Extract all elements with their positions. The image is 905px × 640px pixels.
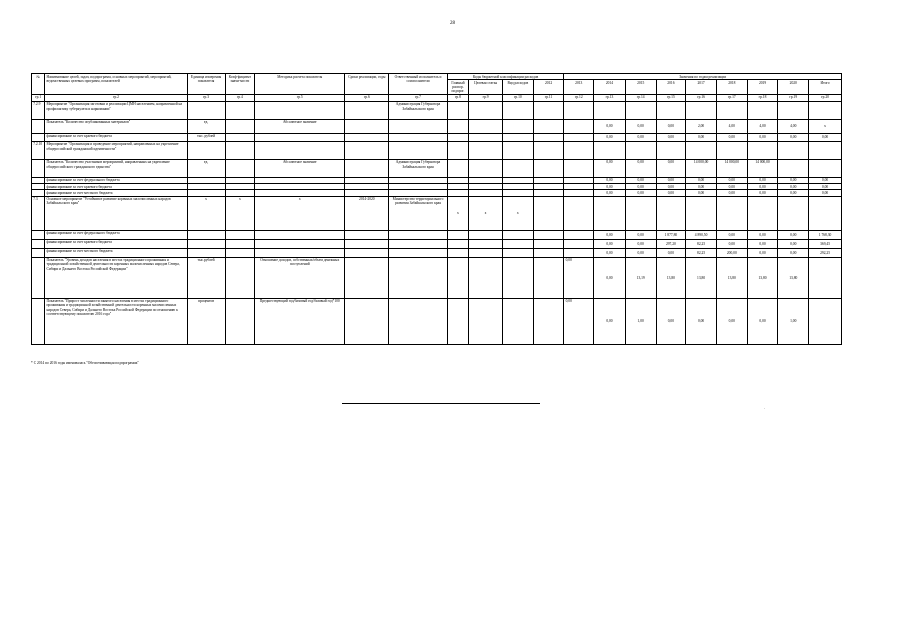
row-num: 7.2.10 [32,141,45,159]
value-2020: 0,00 [778,239,809,248]
row-unit: тыс. рублей [187,133,225,141]
header-year: 2017 [686,80,717,95]
header-values-by-years: Значения по годам реализации [564,74,842,80]
value-2016: 0,00 [656,159,686,177]
value-2020: 0,00 [778,230,809,239]
value-2014: 0,00 [594,133,626,141]
header-total: Итого [809,80,842,95]
col-index: гр.17 [716,94,747,101]
row-name: финансирование за счет местного бюджета [45,248,187,257]
header-budget-main: Главный распор. подпрог. [447,80,469,95]
value-2020: 0,00 [778,190,809,196]
row-unit: тыс.рублей [187,257,225,298]
value-total: 0,00 [809,184,842,190]
value-2017: 0,00 [686,298,717,344]
header-year: 2015 [625,80,656,95]
value-2016: 0,00 [656,133,686,141]
row-name: Мероприятие "Организация и проведение мероприятий, направленных на укрепление общероссийской гражданской идентичности" [45,141,187,159]
value-2020: 0,00 [778,177,809,183]
col-index: гр.12 [564,94,594,101]
row-method: Отношение доходов, собственных/объем денежных поступлений [255,257,345,298]
col-index: гр.4 [225,94,255,101]
value-2017: 0,00 [686,184,717,190]
separator-line [342,403,540,404]
value-2015: 0,00 [625,159,656,177]
row-unit: х [187,196,225,230]
value-2018: 0,00 [716,239,747,248]
value-2016: 297,20 [656,239,686,248]
header-unit: Единица измерения показателя [187,74,225,95]
stray-mark: · [764,406,766,411]
value-2015: 0,00 [625,190,656,196]
row-name: Показатель "Прирост численности занятого населения в местах традиционного проживания и традиционной хозяйственной деятельности коренных малочисленных народов Севера, Сибири и Дальнего Востока Российской Федерации по отношению к соответствующему показателю 2016 года" [45,298,187,344]
value-2020: 4,00 [778,119,809,133]
header-coef: Коэф-фициент значи-мости [225,74,255,95]
row-name: финансирование за счет федерального бюджета [45,177,187,183]
value-2017: 0,00 [686,177,717,183]
value-2018: 13,80 [716,257,747,298]
header-year: 2020 [778,80,809,95]
table-row [32,248,842,257]
value-2020: 0,00 [778,184,809,190]
value-2019: 0,00 [747,133,778,141]
value-2019: 13,80 [747,257,778,298]
row-name: финансирование за счет краевого бюджета [45,133,187,141]
table-row [32,141,842,159]
value-total: 292,25 [809,248,842,257]
value-2018: 200,00 [716,248,747,257]
header-num: № [32,74,45,95]
value-2016: 0,00 [656,248,686,257]
value-2016: 0,00 [656,184,686,190]
row-method: х [255,196,345,230]
footnote: * С 2014 по 2016 годы именовалась "Обеспечивающая подпрограмма" [31,361,139,365]
value-total: 1 768,30 [809,230,842,239]
value-2017: 2,00 [686,119,717,133]
header-period: Сроки реализации, годы [345,74,389,95]
header-budget-codes: Коды бюджетной классификации расходов [447,74,564,80]
value-2018: 14 000,00 [716,159,747,177]
value-2017: 13,80 [686,257,717,298]
value-2018: 0,00 [716,230,747,239]
row-method: Абсолютное значение [255,119,345,133]
row-num: 7.3 [32,196,45,230]
row-method: Абсолютное значение [255,159,345,177]
value-2014: 0,00 [594,190,626,196]
value-2019: 0,00 [747,184,778,190]
value-2017: 0,00 [686,190,717,196]
header-budget-type: Вид расходов [502,80,533,95]
header-year: 2018 [716,80,747,95]
col-index: гр.9 [469,94,503,101]
page-number: 28 [450,21,455,26]
value-2014: 0,00 [594,184,626,190]
value-2013: 0,00 [564,298,594,344]
value-total: х [809,119,842,133]
value-2015: 0,00 [625,177,656,183]
header-year: 2019 [747,80,778,95]
value-2020: 0,00 [778,133,809,141]
table-row [32,298,842,344]
value-total: 0,00 [809,190,842,196]
header-budget-target: Целевая статья [469,80,503,95]
col-index: гр.18 [747,94,778,101]
value-2015: 0,00 [625,248,656,257]
table-row [32,119,842,133]
column-index-row [32,94,842,101]
value-2014: 0,00 [594,257,626,298]
table-row [32,159,842,177]
value-2018: 4,00 [716,119,747,133]
row-name: Показатель "Количество опубликованных материалов" [45,119,187,133]
row-period: 2014-2020 [345,196,389,230]
value-2019: 0,00 [747,177,778,183]
row-name: Показатель "Количество участников мероприятий, направленных на укрепление общероссийского гражданского единства" [45,159,187,177]
col-index: гр.13 [594,94,626,101]
value-2015: 0,00 [625,133,656,141]
table-row [32,230,842,239]
row-unit: ед. [187,159,225,177]
col-index: гр.15 [656,94,686,101]
row-name: финансирование за счет федерального бюджета [45,230,187,239]
header-year: 2012 [533,80,564,95]
value-2017: 82,25 [686,248,717,257]
value-2015: 0,00 [625,119,656,133]
value-2017: 14 000,00 [686,159,717,177]
value-2020: 1,00 [778,298,809,344]
table-row [32,101,842,119]
value-2013: 0,00 [564,257,594,298]
value-total: 369,45 [809,239,842,248]
value-2018: 0,00 [716,133,747,141]
value-2014: 0,00 [594,298,626,344]
value-2019: 14 000,00 [747,159,778,177]
value-2019: 0,00 [747,248,778,257]
col-index: гр.19 [778,94,809,101]
row-coef: х [225,196,255,230]
row-num: 7.2.9 [32,101,45,119]
budget-code: х [469,196,503,230]
col-index: гр.8 [447,94,469,101]
value-2015: 1,00 [625,298,656,344]
value-2014: 0,00 [594,177,626,183]
header-responsible: Ответственный исполнитель и соисполнители [389,74,447,95]
col-index: гр.6 [345,94,389,101]
col-index: гр.14 [625,94,656,101]
value-2016: 0,00 [656,177,686,183]
value-2018: 0,00 [716,177,747,183]
row-name: Мероприятие "Организация заготовки и реализации ЦМН населением, направленной на профилактику туберкулеза и наркомании" [45,101,187,119]
value-2019: 0,00 [747,298,778,344]
row-responsible: Министерство территориального развития Забайкальского края [389,196,447,230]
budget-code: х [502,196,533,230]
header-year: 2013 [564,80,594,95]
value-2019: 4,00 [747,119,778,133]
table-row [32,133,842,141]
value-2014: 0,00 [594,230,626,239]
value-2019: 0,00 [747,230,778,239]
value-2014: 0,00 [594,159,626,177]
row-name: финансирование за счет краевого бюджета [45,184,187,190]
value-2016: 13,80 [656,257,686,298]
value-total: 0,00 [809,177,842,183]
row-name: финансирование за счет краевого бюджета [45,239,187,248]
value-2015: 0,00 [625,230,656,239]
value-2015: 0,00 [625,239,656,248]
col-index: гр.11 [533,94,564,101]
col-index: гр.5 [255,94,345,101]
value-2017: 0,00 [686,133,717,141]
value-2015: 0,00 [625,184,656,190]
value-2015: 13,19 [625,257,656,298]
value-2016: 0,00 [656,190,686,196]
value-2018: 0,00 [716,298,747,344]
budget-code: х [447,196,469,230]
value-2017: 4 890,50 [686,230,717,239]
value-2014: 0,00 [594,248,626,257]
value-2016: 0,00 [656,119,686,133]
header-year: 2016 [656,80,686,95]
row-responsible: Администрация Губернатора Забайкальского края [389,101,447,119]
header-method: Методика расчета показателя [255,74,345,95]
value-2018: 0,00 [716,190,747,196]
value-2019: 0,00 [747,190,778,196]
header-year: 2014 [594,80,626,95]
col-index: гр.10 [502,94,533,101]
value-2020: 0,00 [778,248,809,257]
value-2014: 0,00 [594,239,626,248]
col-index: гр.7 [389,94,447,101]
row-name: финансирование за счет местного бюджета [45,190,187,196]
program-table [31,73,842,345]
col-index: гр.1 [32,94,45,101]
col-index: гр.3 [187,94,225,101]
table-row [32,239,842,248]
row-name: Показатель "Уровень доходов населения в местах традиционного проживания и традиционной хозяйственной деятельности коренных малочисленных народов Севера, Сибири и Дальнего Востока Российской Федерации" [45,257,187,298]
value-2014: 0,00 [594,119,626,133]
row-responsible: Администрация Губернатора Забайкальского края [389,159,447,177]
row-unit: ед. [187,119,225,133]
table-row [32,257,842,298]
col-index: гр.20 [809,94,842,101]
col-index: гр.2 [45,94,187,101]
value-2020: 13,80 [778,257,809,298]
header-name: Наименование целей, задач, подпрограмм, основных мероприятий, мероприятий, ведомственных целевых программ, показателей [45,74,187,95]
row-method: Предшествующий год/базовый год/базовый год*100 [255,298,345,344]
col-index: гр.16 [686,94,717,101]
row-unit: процентов [187,298,225,344]
value-2018: 0,00 [716,184,747,190]
value-2019: 0,00 [747,239,778,248]
value-2016: 1 877,80 [656,230,686,239]
value-2017: 82,25 [686,239,717,248]
row-name: Основное мероприятие "Устойчивое развитие коренных малочисленных народов Забайкальского края" [45,196,187,230]
value-2016: 0,00 [656,298,686,344]
table-row [32,196,842,230]
value-total: 0,00 [809,133,842,141]
